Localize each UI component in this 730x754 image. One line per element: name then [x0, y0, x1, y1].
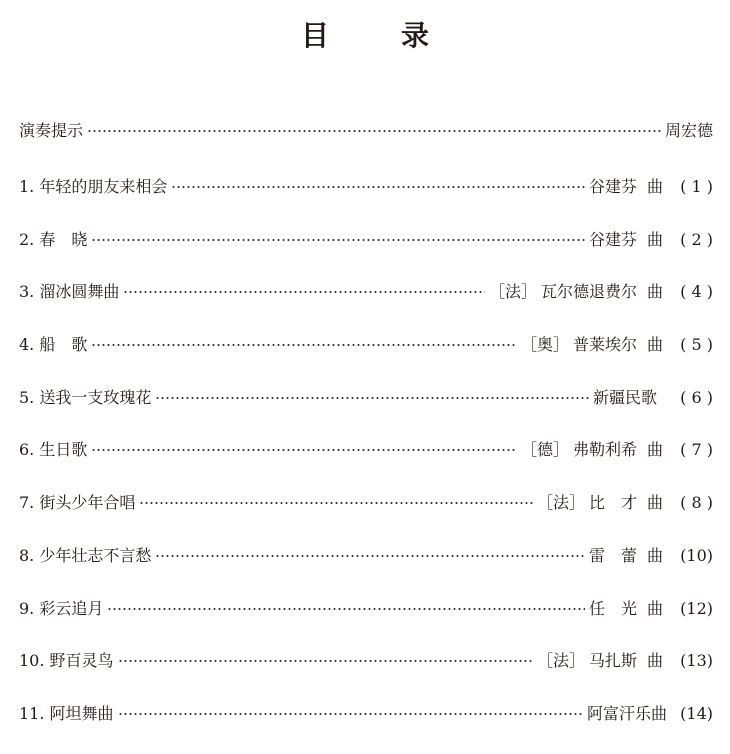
entry-role: 曲 — [646, 651, 663, 671]
entry-origin: ［法］ — [488, 282, 537, 302]
dot-leader — [155, 397, 589, 399]
entry-composer: 瓦尔德退费尔 — [540, 282, 637, 302]
dot-leader — [91, 449, 517, 451]
dot-leader — [171, 186, 585, 188]
entry-role: 曲 — [646, 335, 663, 355]
entry-origin: ［法］ — [536, 651, 585, 671]
entry-role: 曲 — [646, 545, 663, 565]
entry-role: 曲 — [646, 177, 663, 196]
toc-row-6[interactable] — [19, 437, 713, 463]
entry-page-number: (10) — [680, 545, 713, 565]
entry-credit — [521, 332, 713, 355]
entry-credit — [589, 543, 713, 566]
dot-leader — [118, 713, 583, 715]
entry-composer: 普莱埃尔 — [572, 335, 637, 355]
dot-leader — [91, 344, 517, 346]
entry-page-number: ( 2 ) — [680, 229, 713, 249]
entry-page-number: ( 6 ) — [680, 387, 713, 407]
toc-row-1[interactable] — [19, 174, 713, 200]
entry-role: 曲 — [646, 493, 663, 513]
toc-row-9[interactable] — [19, 596, 713, 622]
entry-title: 演奏提示 — [19, 121, 84, 140]
toc-row-performance-notes[interactable] — [19, 118, 713, 144]
entry-composer: 马扎斯 — [588, 651, 637, 671]
entry-title: 10. 野百灵鸟 — [19, 651, 114, 671]
entry-credit — [537, 490, 713, 513]
entry-page-number: ( 4 ) — [680, 282, 713, 302]
entry-title: 6. 生日歌 — [19, 440, 88, 460]
entry-credit — [593, 385, 713, 408]
entry-composer: 新疆民歌 — [592, 387, 657, 407]
toc-row-5[interactable] — [19, 385, 713, 411]
table-of-contents — [19, 118, 713, 754]
dot-leader — [91, 239, 585, 241]
entry-page-number: ( 7 ) — [680, 440, 713, 460]
entry-role: 曲 — [646, 440, 663, 460]
entry-title: 7. 街头少年合唱 — [19, 493, 136, 513]
entry-title: 5. 送我一支玫瑰花 — [19, 387, 152, 407]
toc-row-7[interactable] — [19, 490, 713, 516]
entry-origin: ［奥］ — [520, 335, 569, 355]
entry-title: 11. 阿坦舞曲 — [19, 703, 114, 723]
entry-credit — [521, 437, 713, 460]
toc-row-10[interactable] — [19, 648, 713, 674]
entry-origin: ［法］ — [536, 493, 585, 513]
entry-composer: 弗勒利希 — [572, 440, 637, 460]
toc-row-8[interactable] — [19, 543, 713, 569]
entry-credit — [589, 227, 713, 250]
dot-leader — [139, 502, 533, 504]
entry-credit — [537, 648, 713, 671]
entry-page-number: (14) — [680, 703, 713, 723]
entry-composer: 比 才 — [588, 493, 637, 513]
entry-composer: 雷 蕾 — [588, 545, 637, 565]
dot-leader — [155, 555, 585, 557]
entry-page-number: ( 1 ) — [680, 177, 713, 196]
toc-row-4[interactable] — [19, 332, 713, 358]
entry-title: 4. 船 歌 — [19, 335, 88, 355]
entry-credit — [589, 596, 713, 619]
entry-composer: 谷建芬 — [588, 229, 637, 249]
entry-page-number: (12) — [680, 598, 713, 618]
entry-composer: 谷建芬 — [588, 177, 637, 196]
entry-credit — [587, 701, 713, 724]
dot-leader — [123, 291, 485, 293]
toc-row-3[interactable] — [19, 279, 713, 305]
dot-leader — [107, 608, 585, 610]
entry-composer: 阿富汗乐曲 — [586, 703, 667, 723]
entry-title: 2. 春 晓 — [19, 229, 88, 249]
page-title: 目 录 — [300, 19, 451, 52]
entry-title: 9. 彩云追月 — [19, 598, 104, 618]
toc-row-11[interactable] — [19, 701, 713, 727]
entry-credit — [665, 118, 713, 141]
entry-role: 曲 — [646, 282, 663, 302]
entry-page-number: ( 5 ) — [680, 335, 713, 355]
entry-page-number: (13) — [680, 651, 713, 671]
entry-author: 周宏德 — [664, 121, 713, 140]
entry-title: 8. 少年壮志不言愁 — [19, 545, 152, 565]
dot-leader — [118, 660, 533, 662]
entry-page-number: ( 8 ) — [680, 493, 713, 513]
entry-credit — [589, 174, 713, 197]
entry-role: 曲 — [646, 598, 663, 618]
entry-origin: ［德］ — [520, 440, 569, 460]
entry-composer: 任 光 — [588, 598, 637, 618]
entry-credit — [489, 279, 713, 302]
entry-title: 1. 年轻的朋友来相会 — [19, 177, 168, 196]
dot-leader — [87, 130, 661, 132]
entry-role: 曲 — [646, 229, 663, 249]
entry-title: 3. 溜冰圆舞曲 — [19, 282, 120, 302]
toc-row-2[interactable] — [19, 227, 713, 253]
